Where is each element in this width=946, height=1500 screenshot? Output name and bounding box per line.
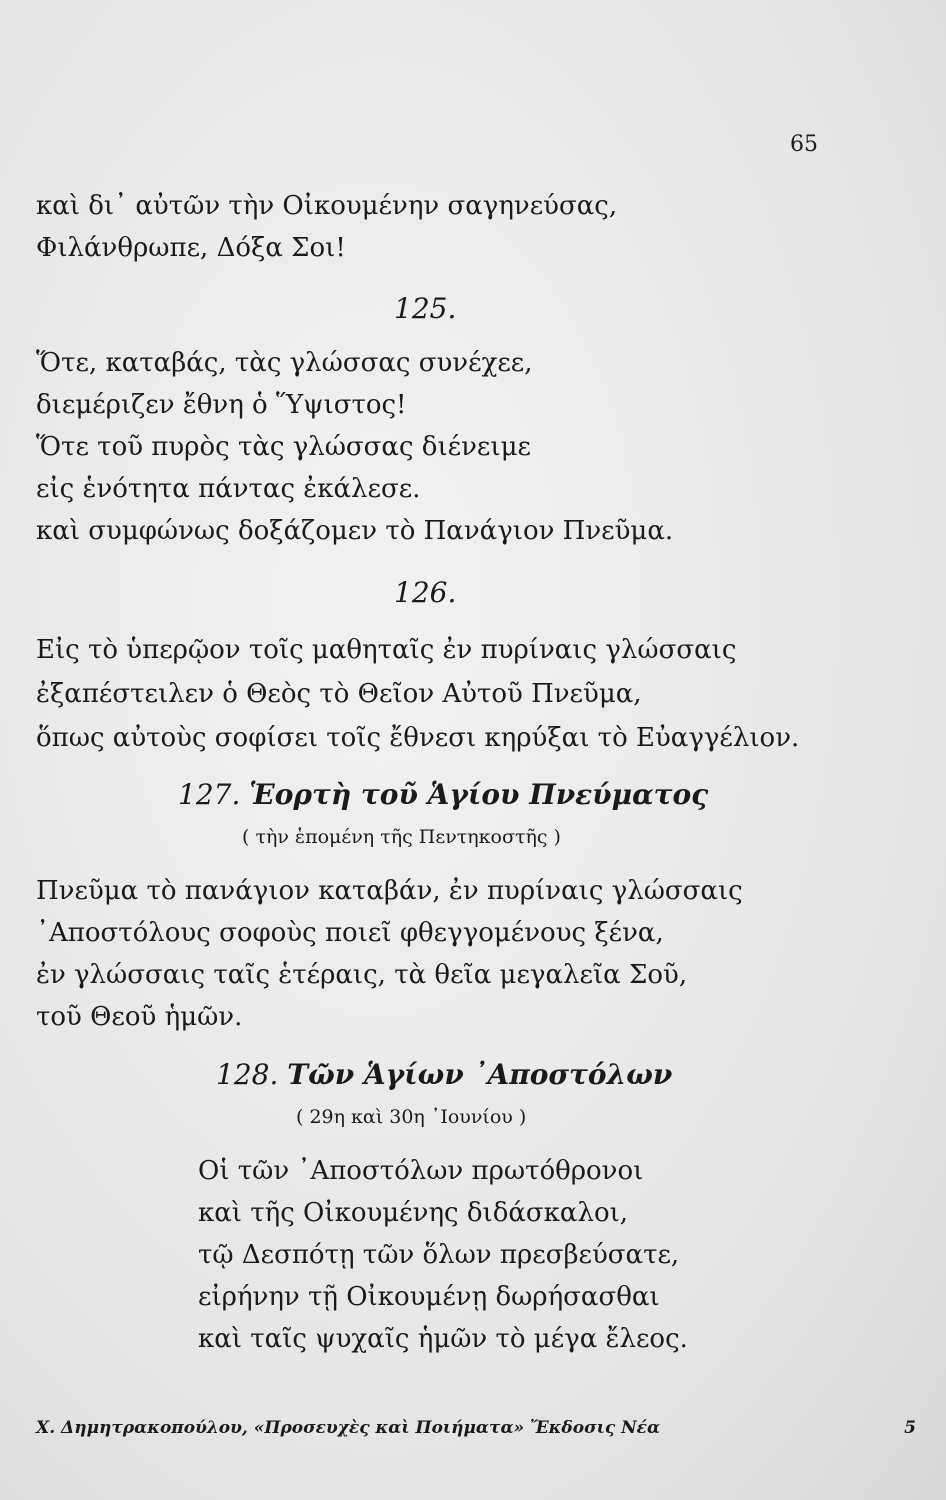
verse-line: καὶ δι᾽ αὐτῶν τὴν Οἰκουμένην σαγηνεύσας, — [36, 191, 618, 221]
verse-line: διεμέριζεν ἔθνη ὁ Ὕψιστος! — [36, 390, 407, 420]
verse-line: εἰς ἑνότητα πάντας ἐκάλεσε. — [36, 474, 421, 504]
verse-line: ἐν γλώσσαις ταῖς ἑτέραις, τὰ θεῖα μεγαλεῖα Σοῦ, — [36, 960, 688, 990]
stanza-128 — [198, 1150, 688, 1360]
page-number: 65 — [790, 132, 818, 157]
verse-line: Οἱ τῶν ᾽Αποστόλων πρωτόθρονοι — [198, 1156, 644, 1186]
verse-line: τῷ Δεσπότῃ τῶν ὅλων πρεσβεύσατε, — [198, 1240, 680, 1270]
stanza-127 — [36, 870, 743, 1038]
verse-line: καὶ συμφώνως δοξάζομεν τὸ Πανάγιον Πνεῦμα. — [36, 516, 674, 546]
signature-mark: 5 — [904, 1418, 916, 1438]
verse-line: τοῦ Θεοῦ ἡμῶν. — [36, 1002, 243, 1032]
section-number-126: 126. — [394, 576, 457, 609]
verse-line: Ὅτε, καταβάς, τὰς γλώσσας συνέχεε, — [36, 348, 533, 378]
stanza-125 — [36, 342, 673, 552]
section-title-127: Ἑορτὴ τοῦ Ἁγίου Πνεύματος — [249, 778, 709, 811]
section-heading-128 — [216, 1058, 672, 1091]
section-subtitle-128: ( 29η καὶ 30η ᾽Ιουνίου ) — [296, 1106, 527, 1128]
section-heading-127 — [178, 778, 708, 811]
verse-line: Φιλάνθρωπε, Δόξα Σοι! — [36, 233, 346, 263]
section-subtitle-127: ( τὴν ἑπομένη τῆς Πεντηκοστῆς ) — [242, 826, 561, 848]
section-title-128: Τῶν Ἁγίων ᾽Αποστόλων — [287, 1058, 673, 1091]
section-number-128: 128. — [216, 1058, 279, 1091]
verse-line: καὶ ταῖς ψυχαῖς ἡμῶν τὸ μέγα ἔλεος. — [198, 1324, 688, 1354]
page-footer — [36, 1418, 916, 1438]
stanza-126 — [36, 628, 799, 760]
verse-line: Εἰς τὸ ὑπερῷον τοῖς μαθηταῖς ἐν πυρίναις γλώσσαις — [36, 635, 737, 665]
verse-line: Ὅτε τοῦ πυρὸς τὰς γλώσσας διένειμε — [36, 432, 531, 462]
footer-citation: Χ. Δημητρακοπούλου, «Προσευχὲς καὶ Ποιήματα» Ἔκδοσις Νέα — [36, 1418, 661, 1438]
intro-stanza — [36, 185, 617, 269]
verse-line: Πνεῦμα τὸ πανάγιον καταβάν, ἐν πυρίναις γλώσσαις — [36, 876, 743, 906]
verse-line: εἰρήνην τῇ Οἰκουμένῃ δωρήσασθαι — [198, 1282, 660, 1312]
section-number-125: 125. — [394, 292, 457, 325]
verse-line: ὅπως αὐτοὺς σοφίσει τοῖς ἔθνεσι κηρύξαι τὸ Εὐαγγέλιον. — [36, 723, 800, 753]
section-number-127: 127. — [178, 778, 241, 811]
verse-line: ᾽Αποστόλους σοφοὺς ποιεῖ φθεγγομένους ξένα, — [36, 918, 664, 948]
verse-line: καὶ τῆς Οἰκουμένης διδάσκαλοι, — [198, 1198, 629, 1228]
verse-line: ἐξαπέστειλεν ὁ Θεὸς τὸ Θεῖον Αὐτοῦ Πνεῦμα, — [36, 679, 642, 709]
